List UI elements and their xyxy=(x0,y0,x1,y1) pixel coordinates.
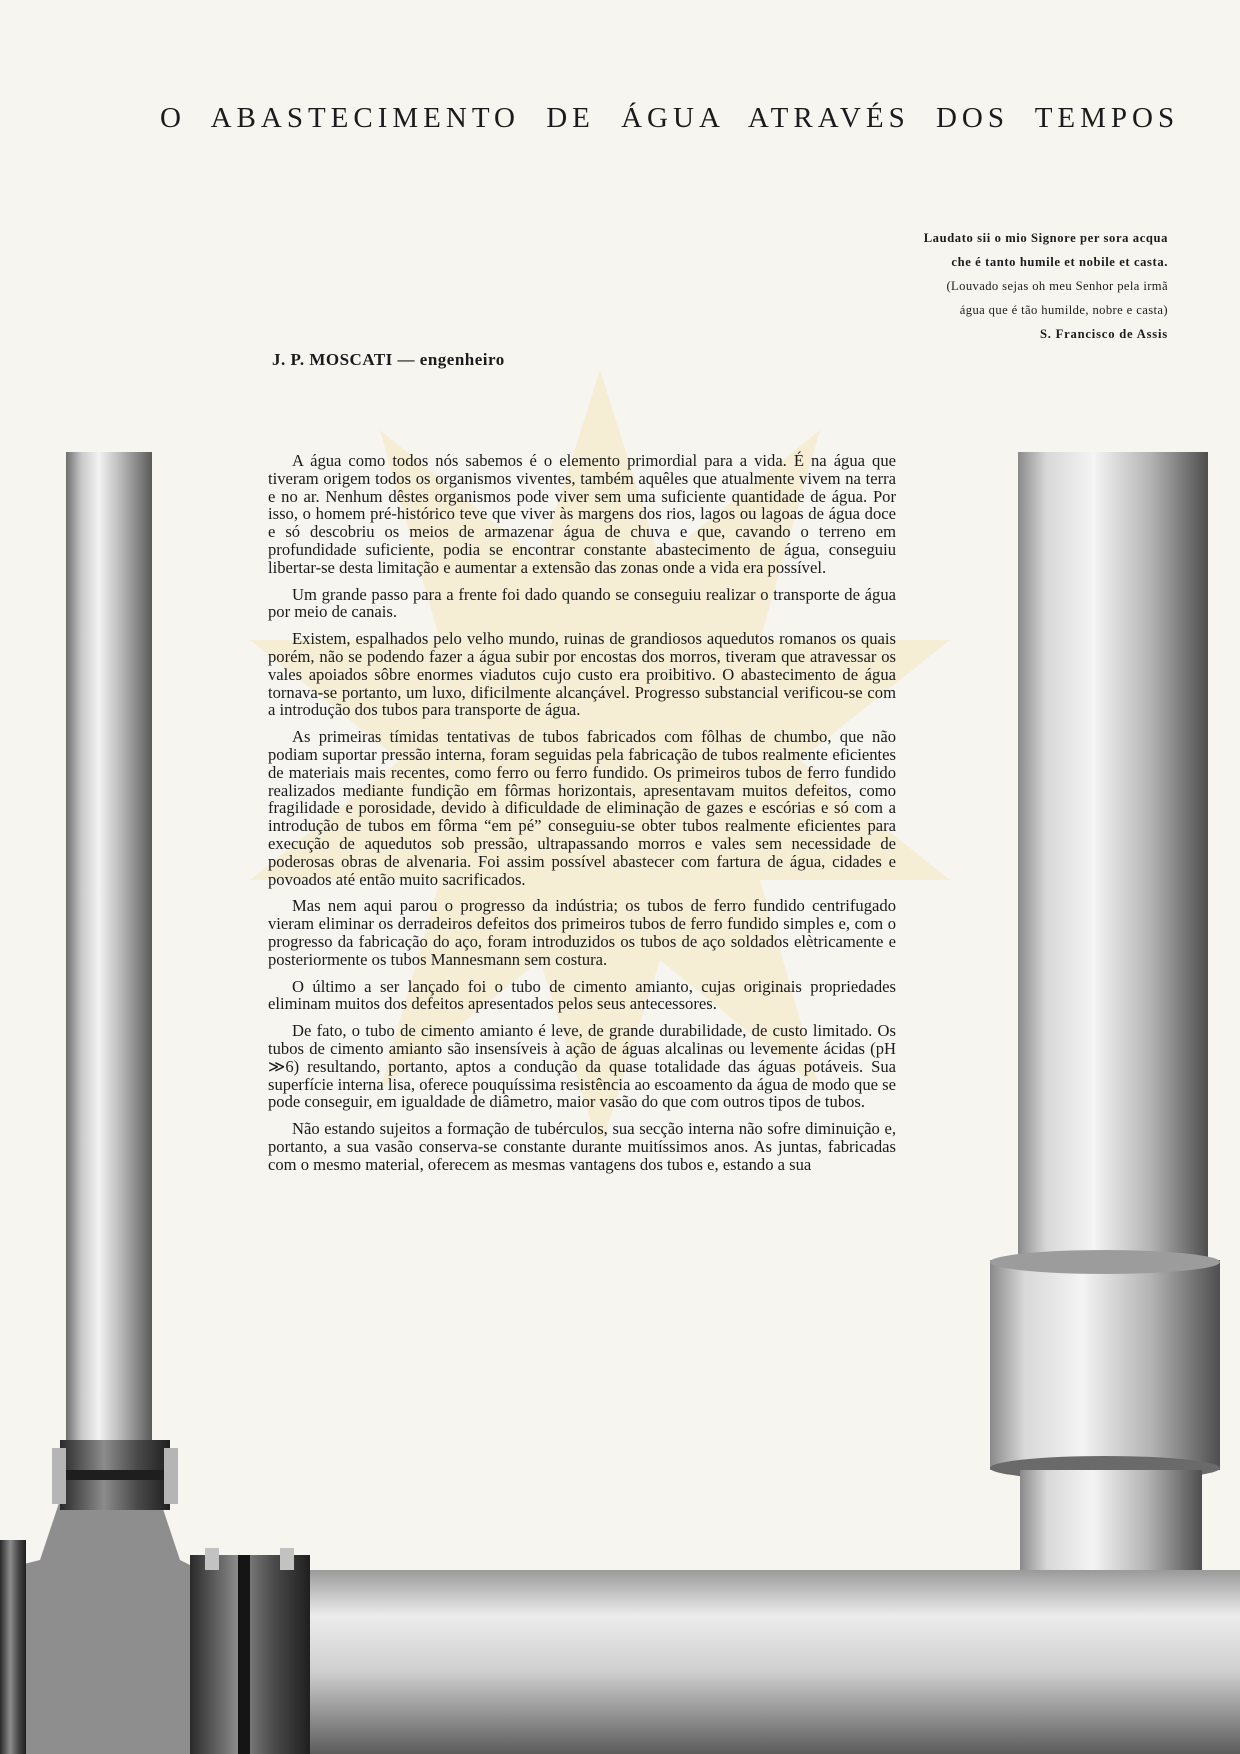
paragraph: O último a ser lançado foi o tubo de cimento amianto, cujas originais propriedades eliminam muitos dos defeitos apresentados pelos seus antecessores. xyxy=(268,976,896,1014)
article-title: O ABASTECIMENTO DE ÁGUA ATRAVÉS DOS TEMPOS xyxy=(160,102,1180,134)
left-vertical-pipe xyxy=(66,452,152,1452)
paragraph: Um grande passo para a frente foi dado quando se conseguiu realizar o transporte de água por meio de canais. xyxy=(268,584,896,622)
epigraph-latin-line-2: che é tanto humile et nobile et casta. xyxy=(951,255,1168,269)
epigraph-translation-line-1: (Louvado sejas oh meu Senhor pela irmã xyxy=(946,279,1168,293)
tee-fitting xyxy=(0,1500,200,1754)
right-vertical-pipe xyxy=(1018,452,1208,1352)
article-body xyxy=(268,452,896,1182)
epigraph-author: S. Francisco de Assis xyxy=(1039,327,1168,341)
epigraph-latin-line-1: Laudato sii o mio Signore per sora acqua xyxy=(923,231,1168,245)
paragraph: De fato, o tubo de cimento amianto é leve, de grande durabilidade, de custo limitado. Os tubos de cimento amianto são insensíveis à ação de águas alcalinas ou levemente ácidas (pH ≫6) resultando, portanto, aptos a condução da quase totalidade das águas potáveis. Sua superfície interna lisa, oferece pouquíssima resistência ao escoamento da água de modo que se pode conseguir, em igualdade de diâmetro, maior vasão do que com outros tipos de tubos. xyxy=(268,1021,896,1112)
author-name: J. P. MOSCATI xyxy=(272,350,393,369)
byline xyxy=(272,350,505,370)
epigraph-translation-line-2: água que é tão humilde, nobre e casta) xyxy=(959,303,1168,317)
author-role: — engenheiro xyxy=(397,350,505,369)
epigraph xyxy=(748,226,1168,346)
paragraph: A água como todos nós sabemos é o elemento primordial para a vida. É na água que tiveram origem todos os organismos viventes, também aquêles que atualmente vivem na terra e no ar. Nenhum dêstes organismos pode viver sem uma suficiente quantidade de água. Por isso, o homem pré-histórico teve que viver às margens dos rios, lagos ou lagoas de água doce e só descobriu os meios de armazenar água de chuva e que, cavando o terreno em profundidade suficiente, podia se encontrar constante abastecimento de água, conseguiu libertar-se desta limitação e aumentar a extensão das zonas onde a vida era possível. xyxy=(268,451,896,577)
paragraph: As primeiras tímidas tentativas de tubos fabricados com fôlhas de chumbo, que não podiam suportar pressão interna, foram seguidas pela fabricação de tubos realmente eficientes de materiais mais recentes, como ferro ou ferro fundido. Os primeiros tubos de ferro fundido realizados mediante fundição em fôrmas horizontais, apresentavam muitos defeitos, como fragilidade e porosidade, devido à dificuldade de eliminação de gazes e escórias e só com a introdução de tubos em fôrma “em pé” conseguiu-se obter tubos realmente eficientes para execução de aquedutos sob pressão, ultrapassando morros e vales sem necessidade de poderosas obras de alvenaria. Foi assim possível abastecer com fartura de água, cidades e povoados até então muito sacrificados. xyxy=(268,727,896,889)
paragraph: Não estando sujeitos a formação de tubérculos, sua secção interna não sofre diminuição e, portanto, a sua vasão conserva-se constante durante muitíssimos anos. As juntas, fabricadas com o mesmo material, oferecem as mesmas vantagens dos tubos e, estando a sua xyxy=(268,1119,896,1174)
right-pipe-collar xyxy=(990,1260,1220,1470)
paragraph: Existem, espalhados pelo velho mundo, ruinas de grandiosos aquedutos romanos os quais porém, não se podendo fazer a água subir por encostas dos morros, tiveram que atravessar os vales apoiados sôbre enormes viadutos cujo custo era proibitivo. O abastecimento de água tornava-se portanto, um luxo, dificilmente alcançável. Progresso substancial verificou-se com a introdução dos tubos para transporte de água. xyxy=(268,629,896,720)
paragraph: Mas nem aqui parou o progresso da indústria; os tubos de ferro fundido centrifugado vieram eliminar os derradeiros defeitos dos primeiros tubos de ferro fundido simples e, com o progresso da fabricação do aço, foram introduzidos os tubos de aço soldados elètricamente e posteriormente os tubos Mannesmann sem costura. xyxy=(268,896,896,969)
